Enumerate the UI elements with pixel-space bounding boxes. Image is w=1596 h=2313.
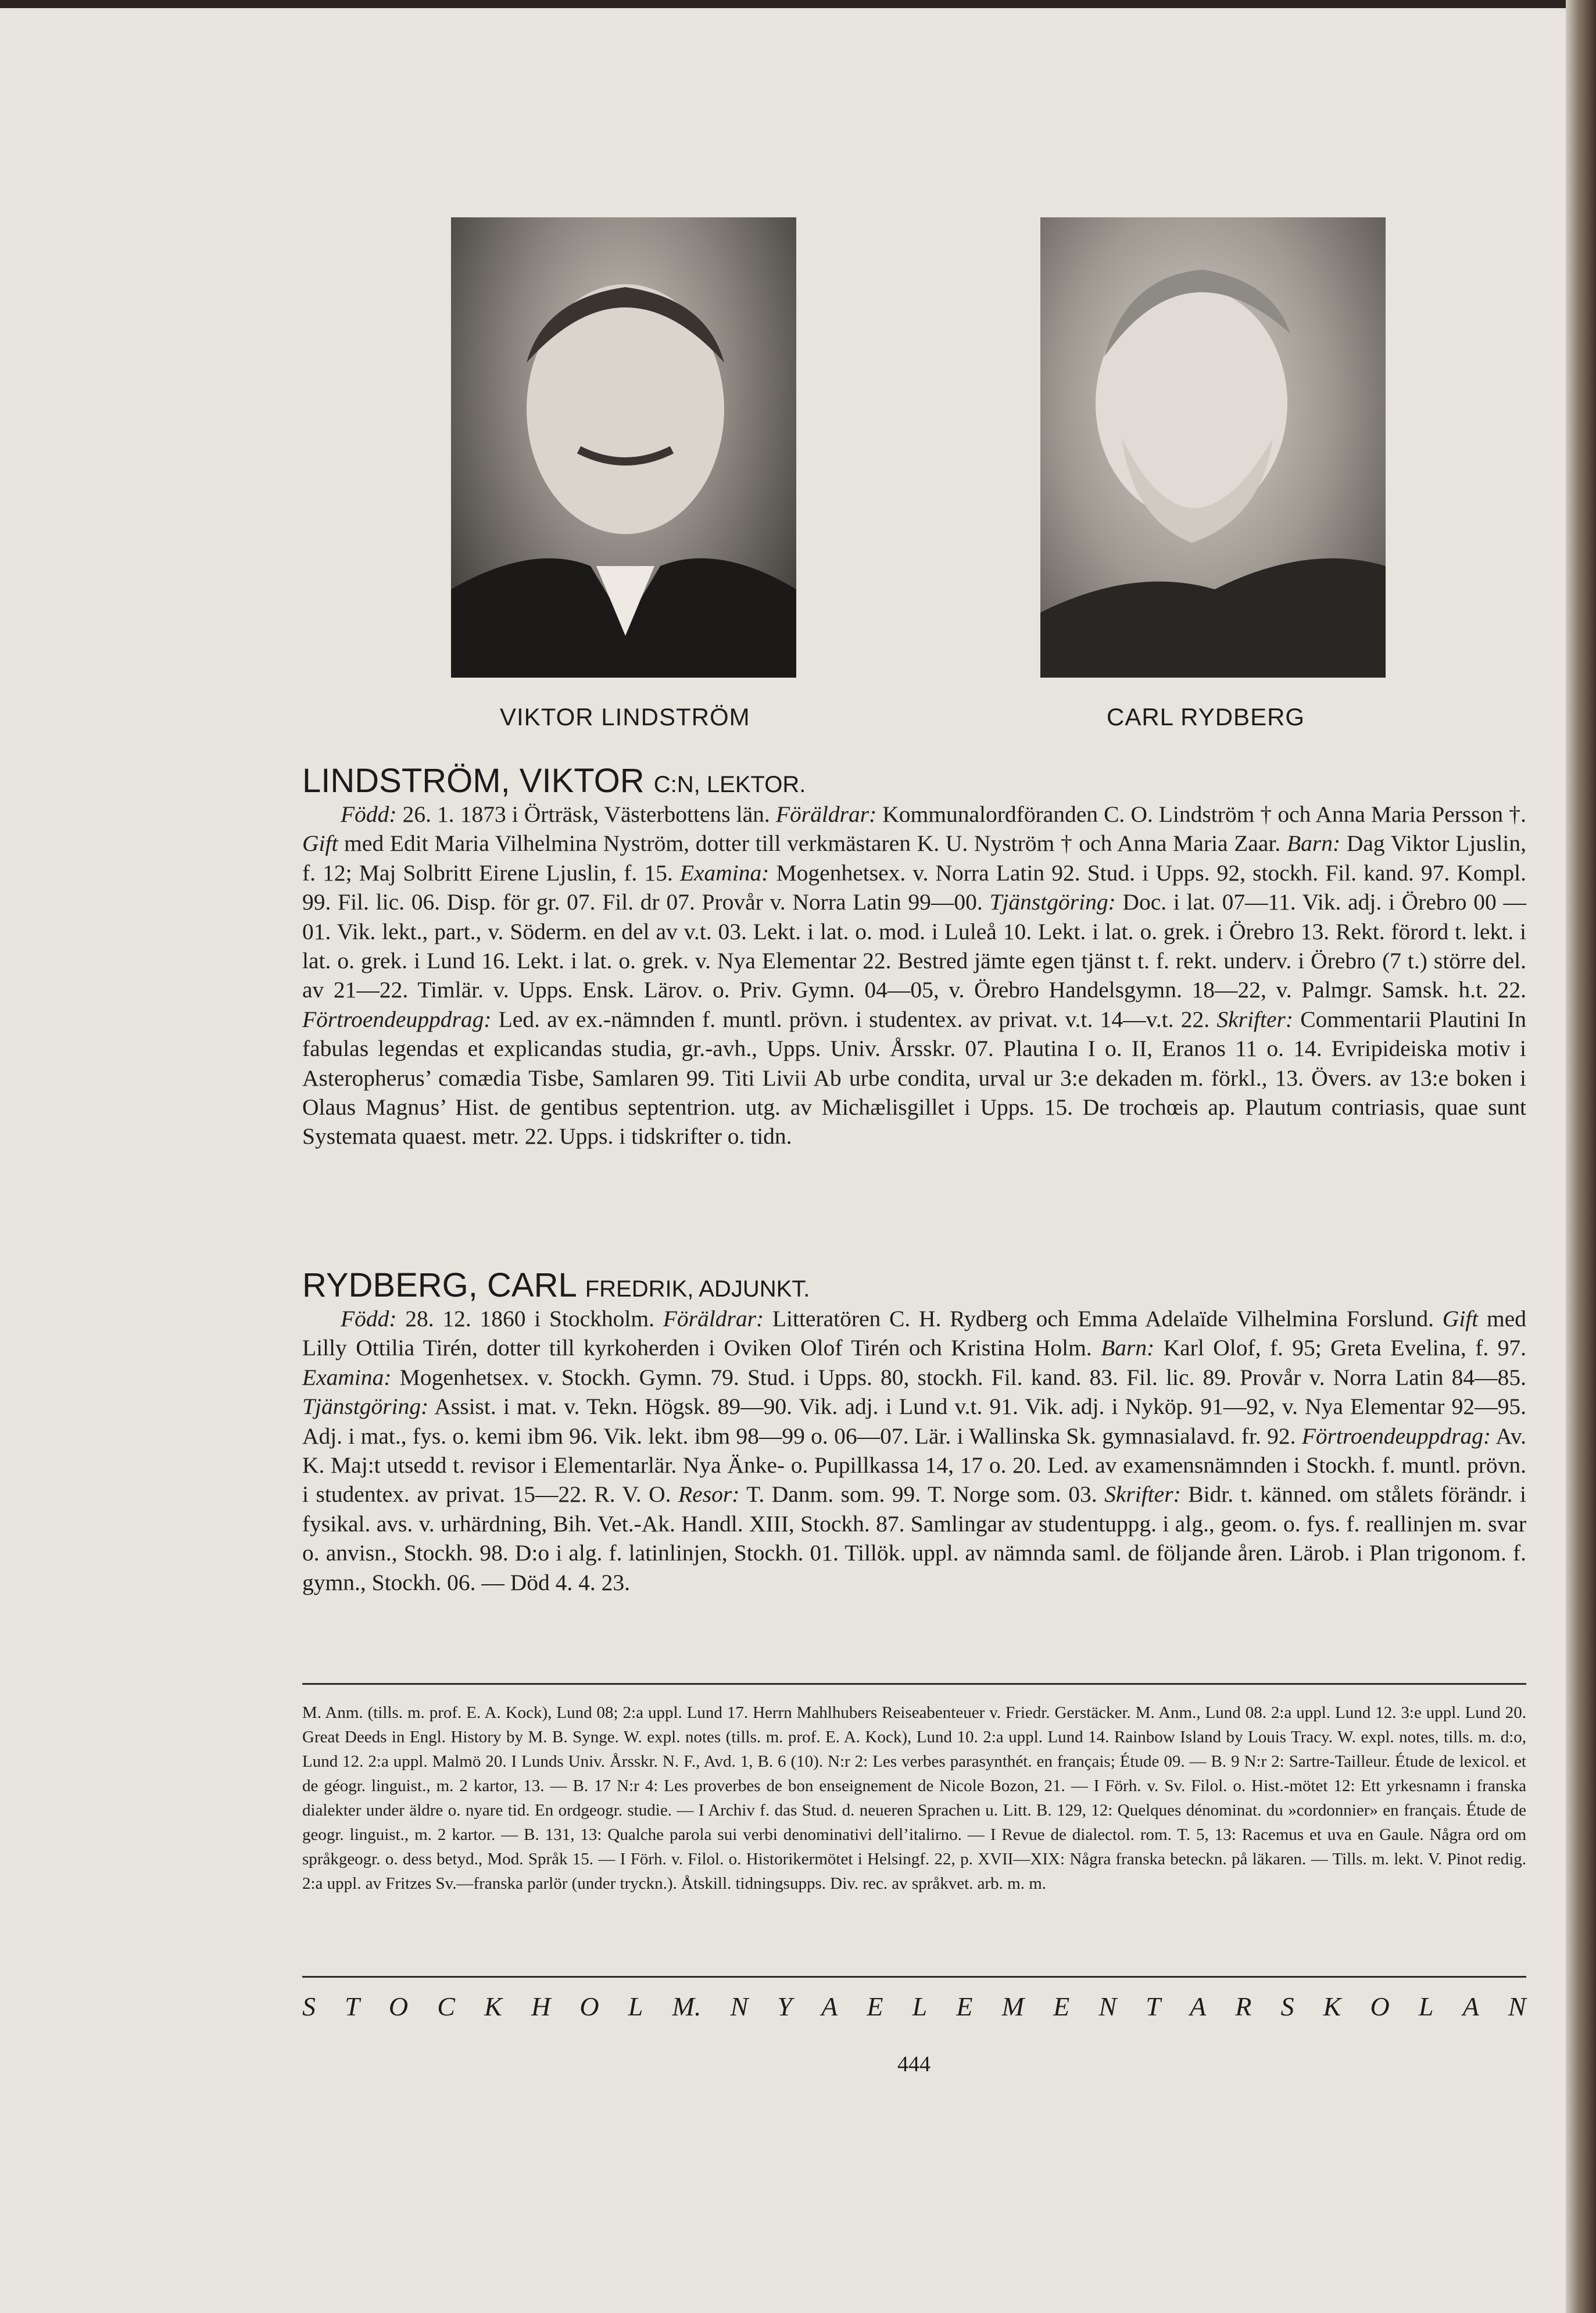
footer-letter: R xyxy=(1235,1992,1252,2021)
portrait-photo-rydberg xyxy=(1040,217,1386,678)
entry-title-suffix: C:N, LEKTOR. xyxy=(653,772,806,797)
footer-letter: S xyxy=(302,1992,316,2021)
footer-letter: N xyxy=(730,1992,749,2021)
entry-body-lindstrom xyxy=(302,800,1526,1151)
footer-letter: K xyxy=(484,1992,502,2021)
footer-letter: T xyxy=(345,1992,360,2021)
footer-letter: T xyxy=(1146,1992,1161,2021)
footer-letter: A xyxy=(1462,1992,1479,2021)
footer-letter: O xyxy=(579,1992,599,2021)
footer-letter: C xyxy=(437,1992,455,2021)
footer-letter: O xyxy=(388,1992,409,2021)
footer-letter: M xyxy=(1001,1992,1024,2021)
portrait-caption-left: VIKTOR LINDSTRÖM xyxy=(500,703,750,731)
footer-letter: K xyxy=(1323,1992,1341,2021)
footer-letter: A xyxy=(1189,1992,1207,2021)
entry-text: Född: 26. 1. 1873 i Örträsk, Västerbottens län. Föräldrar: Kommunalordföranden C. O. Lindström † och Anna Maria Persson †. Gift med Edit Maria Vilhelmina Nyström, dotter till verkmästaren K. U. Nyström † och Anna Maria Zaar. Barn: Dag Viktor Ljuslin, f. 12; Maj Solbritt Eirene Ljuslin, f. 15. Examina: Mogenhetsex. v. Norra Latin 92. Stud. i Upps. 92, stockh. Fil. kand. 97. Kompl. 99. Fil. lic. 06. Disp. för gr. 07. Fil. dr 07. Provår v. Norra Latin 99—00. Tjänstgöring: Doc. i lat. 07—11. Vik. adj. i Örebro 00 —01. Vik. lekt., part., v. Söderm. en del av v.t. 03. Lekt. i lat. o. mod. i Luleå 10. Lekt. i lat. o. grek. i Örebro 13. Rekt. förord t. lekt. i lat. o. grek. i Lund 16. Lekt. i lat. o. grek. v. Nya Elementar 22. Bestred jämte egen tjänst t. f. rekt. underv. i Örebro (7 t.) större del. av 21—22. Timlär. v. Upps. Ensk. Lärov. o. Priv. Gymn. 04—05, v. Örebro Handelsgymn. 18—22, v. Palmgr. Samsk. h.t. 22. Förtroendeuppdrag: Led. av ex.-nämnden f. muntl. prövn. i studentex. av privat. v.t. 14—v.t. 22. Skrifter: Commentarii Plautini In fabulas legendas et explicandas studia, gr.-avh., Upps. Univ. Årsskr. 07. Plautina I o. II, Eranos 11 o. 14. Evripideiska motiv i Asteropherus’ comædia Tisbe, Samlaren 99. Titi Livii Ab urbe condita, urval ur 3:e dekaden m. förkl., 13. Övers. av 13:e boken i Olaus Magnus’ Hist. de gentibus septentrion. utg. av Michælisgillet i Upps. 15. De trochœis ap. Plautum contriasis, quae sunt Systemata quaest. metr. 22. Upps. i tidskrifter o. tidn. xyxy=(302,801,1527,1150)
footer-rule xyxy=(302,1976,1526,1978)
entry-body-rydberg xyxy=(302,1304,1526,1597)
entry-heading-rydberg xyxy=(302,1266,810,1305)
entry-text: Född: 28. 12. 1860 i Stockholm. Föräldrar: Litteratören C. H. Rydberg och Emma Adelaïde Vilhelmina Forslund. Gift med Lilly Ottilia Tirén, dotter till kyrkoherden i Oviken Olof Tirén och Kristina Holm. Barn: Karl Olof, f. 95; Greta Evelina, f. 97. Examina: Mogenhetsex. v. Stockh. Gymn. 79. Stud. i Upps. 80, stockh. Fil. kand. 83. Fil. lic. 89. Provår v. Norra Latin 84—85. Tjänstgöring: Assist. i mat. v. Tekn. Högsk. 89—90. Vik. adj. i Lund v.t. 91. Vik. adj. i Nyköp. 91—92, v. Nya Elementar 92—95. Adj. i mat., fys. o. kemi ibm 96. Vik. lekt. ibm 98—99 o. 06—07. Lär. i Wallinska Sk. gymnasialavd. fr. 92. Förtroendeuppdrag: Av. K. Maj:t utsedd t. revisor i Elementarlär. Nya Änke- o. Pupillkassa 14, 17 o. 20. Led. av examensnämnden i Stockh. f. muntl. prövn. i studentex. av privat. 15—22. R. V. O. Resor: T. Danm. som. 99. T. Norge som. 03. Skrifter: Bidr. t. känned. om stålets förändr. i fysikal. avs. v. urhärdning, Bih. Vet.-Ak. Handl. XIII, Stockh. 87. Samlingar av studentuppg. i alg., geom. o. fys. f. reallinjen m. svar o. anvisn., Stockh. 98. D:o i alg. f. latinlinjen, Stockh. 01. Tillök. uppl. av nämnda saml. de följande åren. Lärob. i Plan trigonom. f. gymn., Stockh. 06. — Död 4. 4. 23. xyxy=(302,1306,1527,1595)
entry-heading-lindstrom xyxy=(302,761,806,800)
footer-letter: O xyxy=(1370,1992,1390,2021)
footer-letter: E xyxy=(867,1992,883,2021)
footer-letter: Y xyxy=(777,1992,792,2021)
footer-letter: S xyxy=(1280,1992,1294,2021)
entry-title-suffix: FREDRIK, ADJUNKT. xyxy=(585,1276,810,1302)
page-top-edge xyxy=(0,0,1596,8)
footer-letter: N xyxy=(1098,1992,1117,2021)
entry-name: LINDSTRÖM, VIKTOR xyxy=(302,762,645,800)
footer-letter: L xyxy=(628,1992,643,2021)
footer-letter: M. xyxy=(672,1992,702,2021)
footer-letter: L xyxy=(912,1992,928,2021)
page-number: 444 xyxy=(897,2052,931,2076)
running-footer xyxy=(302,1991,1526,2022)
separator-rule xyxy=(302,1683,1526,1685)
portrait-caption-right: CARL RYDBERG xyxy=(1107,703,1305,731)
footer-letter: H xyxy=(531,1992,551,2021)
footer-letter: L xyxy=(1418,1992,1434,2021)
portrait-photo-lindstrom xyxy=(451,217,796,678)
footer-letter: E xyxy=(956,1992,973,2021)
footer-letter: N xyxy=(1508,1992,1526,2021)
footer-letter: A xyxy=(821,1992,838,2021)
footer-letter: E xyxy=(1053,1992,1070,2021)
entry-name: RYDBERG, CARL xyxy=(302,1266,576,1304)
page-binding-edge xyxy=(1566,0,1596,2313)
bibliography-notes: M. Anm. (tills. m. prof. E. A. Kock), Lund 08; 2:a uppl. Lund 17. Herrn Mahlhubers Reiseabenteuer v. Friedr. Gerstäcker. M. Anm., Lund 08. 2:a uppl. Lund 12. 3:e uppl. Lund 20. Great Deeds in Engl. History by M. B. Synge. W. expl. notes (tills. m. prof. E. A. Kock), Lund 10. 2:a uppl. Lund 14. Rainbow Island by Louis Tracy. W. expl. notes, tills. m. d:o, Lund 12. 2:a uppl. Malmö 20. I Lunds Univ. Årsskr. N. F., Avd. 1, B. 6 (10). N:r 2: Les verbes parasynthét. en français; Étude 09. — B. 9 N:r 2: Sartre-Tailleur. Étude de lexicol. et de géogr. linguist., m. 2 kartor, 13. — B. 17 N:r 4: Les proverbes de bon enseignement de Nicole Bozon, 21. — I Förh. v. Sv. Filol. o. Hist.-mötet 12: Ett yrkesnamn i franska dialekter under äldre o. nyare tid. En ordgeogr. studie. — I Archiv f. das Stud. d. neueren Sprachen u. Litt. B. 129, 12: Quelques dénominat. du »cordonnier» en français. Étude de geogr. linguist., m. 2 kartor. — B. 131, 13: Qualche parola sui verbi denominativi dell’italirno. — I Revue de dialectol. rom. T. 5, 13: Racemus et uva en Gaule. Några ord om språkgeogr. o. dess betyd., Mod. Språk 15. — I Förh. v. Filol. o. Historikermötet i Helsingf. 22, p. XVII—XIX: Några franska beteckn. på läkaren. — Tills. m. lekt. V. Pinot redig. 2:a uppl. av Fritzes Sv.—franska parlör (under tryckn.). Åtskill. tidningsupps. Div. rec. av språkvet. arb. m. m. xyxy=(302,1703,1526,1893)
